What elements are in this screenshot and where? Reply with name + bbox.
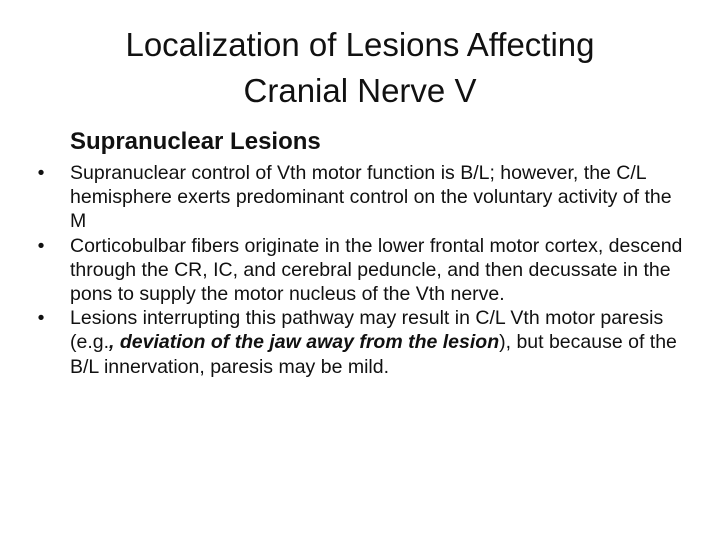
- slide-title-line-1: Localization of Lesions Affecting: [125, 26, 595, 63]
- bullet-marker: •: [37, 162, 45, 184]
- section-subheading: Supranuclear Lesions: [70, 128, 321, 155]
- bullet-marker: •: [37, 234, 45, 257]
- bullet-item: [30, 161, 690, 234]
- bullet-item: [30, 306, 690, 379]
- bullet-text-after: ), but because of the B/L innervation, paresis may be mild.: [70, 331, 677, 378]
- bullet-text: Corticobulbar fibers originate in the lower frontal motor cortex, descend through the CR, IC, and cerebral peduncle, and then decussate in the pons to supply the motor nucleus of the Vth nerve.: [70, 234, 683, 306]
- slide-title-line-2: Cranial Nerve V: [243, 72, 477, 109]
- bullet-emphasis: , deviation of the jaw away from the lesion: [109, 331, 500, 354]
- bullet-marker: •: [37, 307, 45, 330]
- bullet-item: [30, 234, 690, 307]
- bullet-text: Supranuclear control of Vth motor function is B/L; however, the C/L hemisphere exerts predominant control on the voluntary activity of the M: [70, 162, 672, 233]
- bullet-list: [30, 161, 690, 379]
- bullet-text-before: Lesions interrupting this pathway may result in C/L Vth motor paresis (e.g.: [70, 307, 664, 354]
- slide-title: [60, 22, 660, 114]
